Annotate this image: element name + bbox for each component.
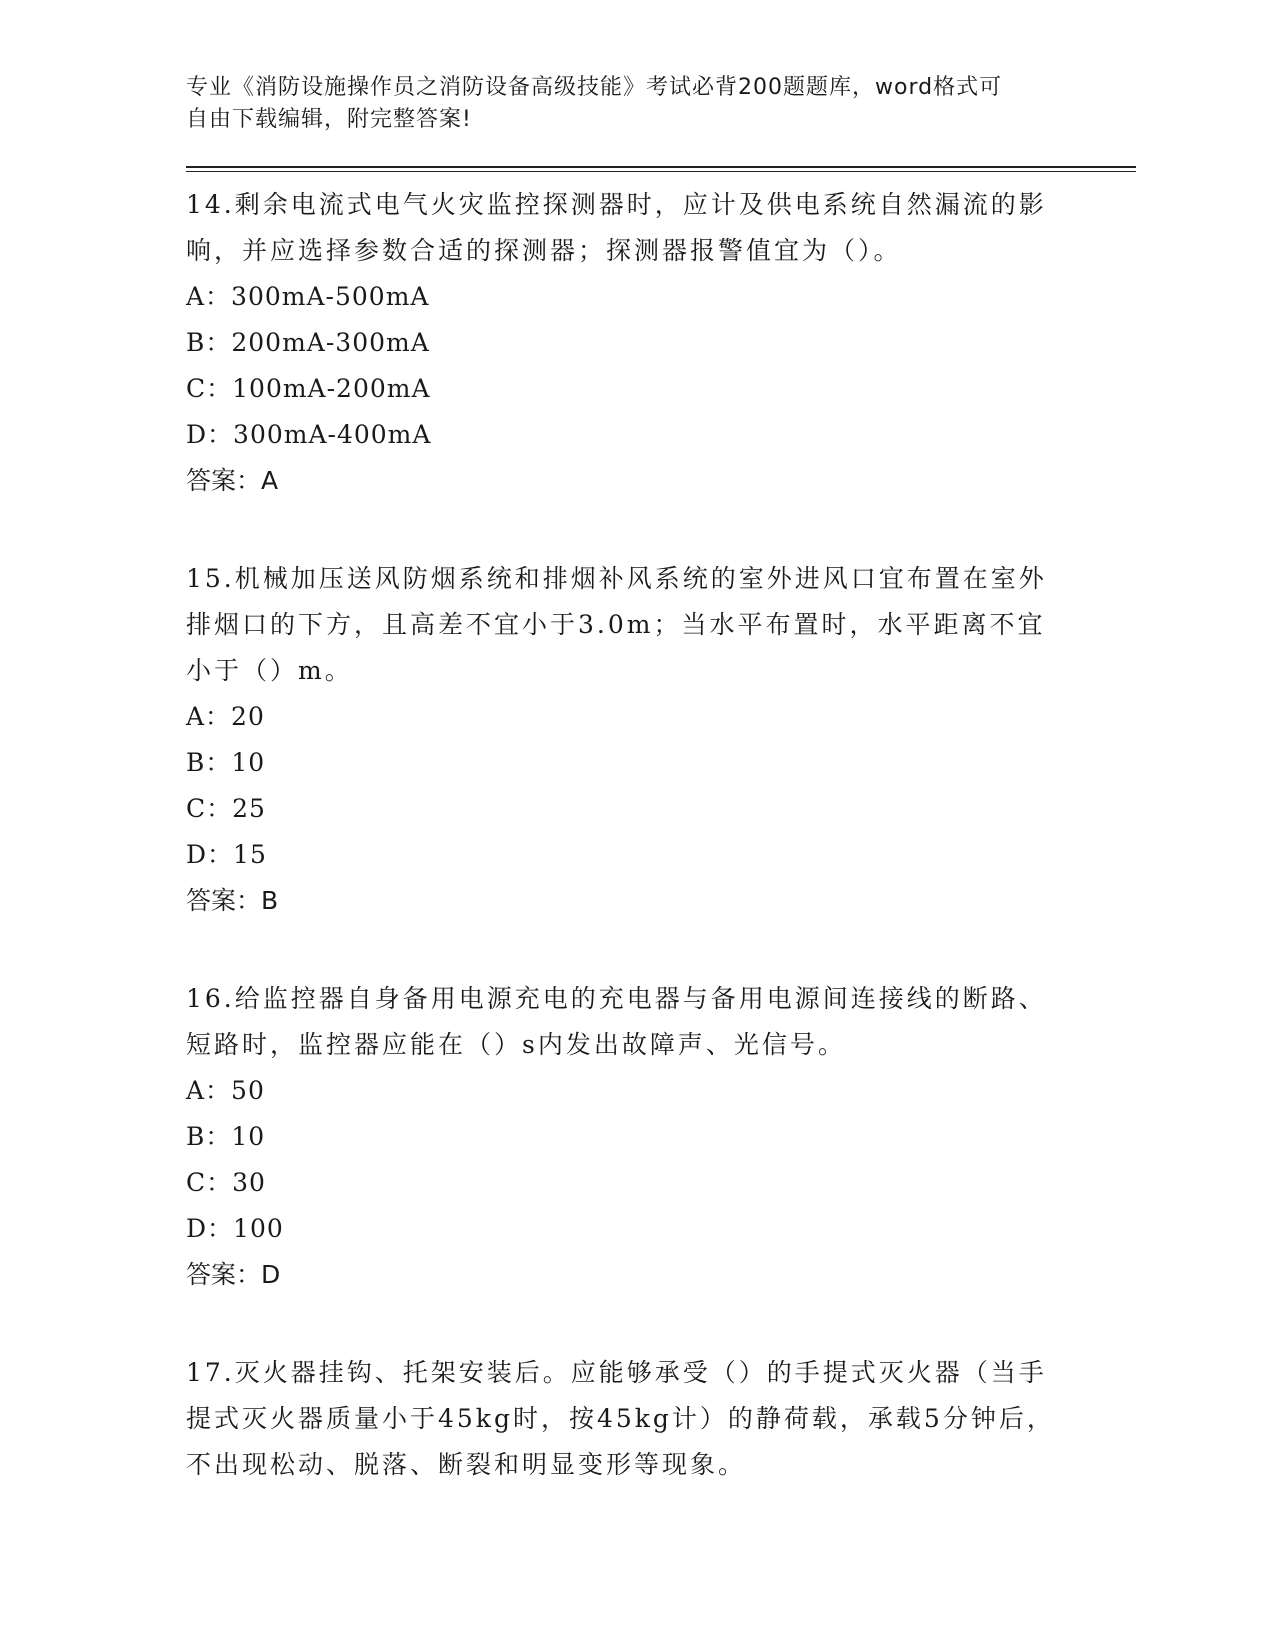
- answer-line: 答案：D: [186, 1260, 281, 1289]
- answer-line: 答案：A: [186, 466, 279, 495]
- option-c: C：100mA-200mA: [186, 374, 431, 403]
- option-b: B：200mA-300mA: [186, 328, 430, 357]
- header-line-2: 自由下载编辑，附完整答案!: [186, 107, 472, 132]
- question-text: 16.给监控器自身备用电源充电的充电器与备用电源间连接线的断路、短路时，监控器应能在（）s内发出故障声、光信号。: [186, 984, 1047, 1059]
- answer-line: 答案：B: [186, 886, 279, 915]
- option-d: D：100: [186, 1214, 284, 1243]
- question-16: [186, 976, 1086, 1298]
- question-text: 17.灭火器挂钩、托架安装后。应能够承受（）的手提式灭火器（当手提式灭火器质量小于45kg时，按45kg计）的静荷载，承载5分钟后，不出现松动、脱落、断裂和明显变形等现象。: [186, 1358, 1055, 1479]
- header-divider: [186, 166, 1136, 172]
- question-17: [186, 1350, 1086, 1488]
- option-a: A：50: [186, 1076, 265, 1105]
- option-d: D：15: [186, 840, 267, 869]
- option-b: B：10: [186, 1122, 266, 1151]
- document-header: [186, 72, 1066, 136]
- option-a: A：300mA-500mA: [186, 282, 430, 311]
- question-text: 15.机械加压送风防烟系统和排烟补风系统的室外进风口宜布置在室外排烟口的下方，且高差不宜小于3.0m；当水平布置时，水平距离不宜小于（）m。: [186, 564, 1047, 685]
- option-c: C：25: [186, 794, 266, 823]
- header-line-1: 专业《消防设施操作员之消防设备高级技能》考试必背200题题库，word格式可: [186, 75, 1003, 100]
- question-15: [186, 556, 1086, 924]
- question-text: 14.剩余电流式电气火灾监控探测器时，应计及供电系统自然漏流的影响，并应选择参数合适的探测器；探测器报警值宜为（）。: [186, 190, 1047, 265]
- option-c: C：30: [186, 1168, 266, 1197]
- option-b: B：10: [186, 748, 266, 777]
- question-14: [186, 182, 1086, 504]
- option-d: D：300mA-400mA: [186, 420, 432, 449]
- option-a: A：20: [186, 702, 265, 731]
- document-page: [186, 72, 1086, 1488]
